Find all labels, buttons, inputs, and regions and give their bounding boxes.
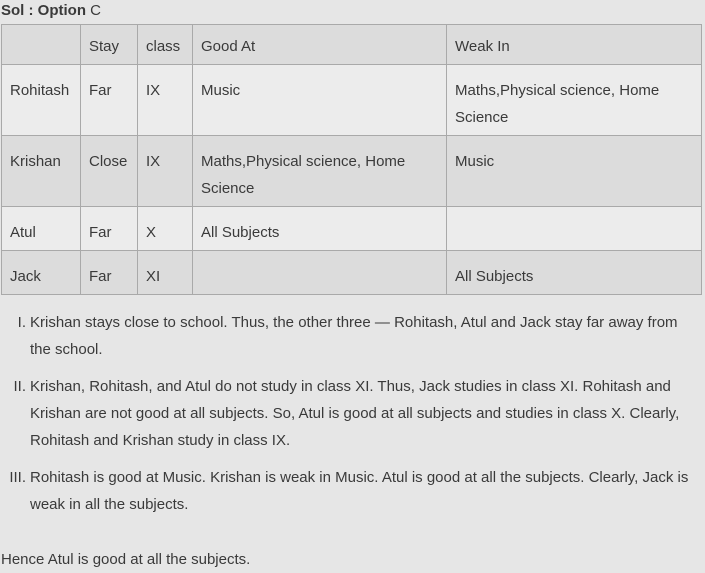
solution-label: Sol : Option	[1, 2, 86, 19]
table-header-row	[2, 25, 702, 65]
list-item-number: I.	[17, 314, 26, 331]
list-item	[0, 464, 700, 518]
cell-name: Rohitash	[2, 65, 81, 136]
cell-name: Jack	[2, 251, 81, 295]
cell-stay: Far	[81, 251, 138, 295]
table-row	[2, 207, 702, 251]
list-item-text: Krishan, Rohitash, and Atul do not study in class XI. Thus, Jack studies in class XI. Rohitash and Krishan are not good at all subjects. So, Atul is good at all subjects and studies in class X. Clearly, Rohitash and Krishan study in class IX.	[30, 378, 680, 449]
table-row	[2, 136, 702, 207]
cell-name: Atul	[2, 207, 81, 251]
cell-class: IX	[138, 136, 193, 207]
solution-heading	[1, 2, 101, 20]
header-cell-weak-in: Weak In	[447, 25, 702, 65]
cell-good-at: All Subjects	[193, 207, 447, 251]
conclusion-text: Hence Atul is good at all the subjects.	[1, 551, 251, 568]
cell-class: IX	[138, 65, 193, 136]
header-cell-name	[2, 25, 81, 65]
header-cell-good-at: Good At	[193, 25, 447, 65]
list-item-text: Krishan stays close to school. Thus, the other three — Rohitash, Atul and Jack stay far away from the school.	[30, 314, 678, 358]
cell-weak-in: Music	[447, 136, 702, 207]
header-cell-stay: Stay	[81, 25, 138, 65]
cell-good-at	[193, 251, 447, 295]
explanation-list	[0, 309, 700, 528]
table-row	[2, 65, 702, 136]
table-row	[2, 251, 702, 295]
cell-weak-in: All Subjects	[447, 251, 702, 295]
list-item	[0, 373, 700, 454]
list-item-number: III.	[9, 469, 26, 486]
list-item-number: II.	[13, 378, 26, 395]
solution-table	[1, 24, 702, 295]
cell-good-at: Maths,Physical science, Home Science	[193, 136, 447, 207]
cell-weak-in: Maths,Physical science, Home Science	[447, 65, 702, 136]
cell-stay: Far	[81, 65, 138, 136]
header-cell-class: class	[138, 25, 193, 65]
cell-stay: Far	[81, 207, 138, 251]
cell-class: X	[138, 207, 193, 251]
cell-stay: Close	[81, 136, 138, 207]
solution-option: C	[90, 2, 101, 19]
cell-class: XI	[138, 251, 193, 295]
cell-name: Krishan	[2, 136, 81, 207]
cell-weak-in	[447, 207, 702, 251]
cell-good-at: Music	[193, 65, 447, 136]
list-item	[0, 309, 700, 363]
list-item-text: Rohitash is good at Music. Krishan is weak in Music. Atul is good at all the subjects. Clearly, Jack is weak in all the subjects.	[30, 469, 689, 513]
